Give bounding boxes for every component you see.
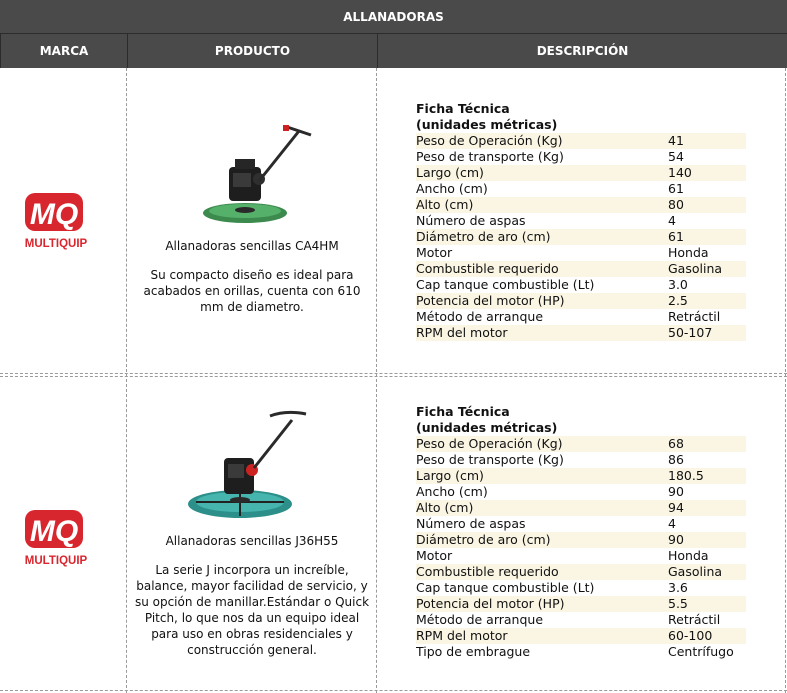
spec-row: Cap tanque combustible (Lt) 3.0 (416, 277, 688, 292)
svg-text:MQ: MQ (29, 198, 79, 231)
spec-row: Alto (cm) 80 (416, 197, 746, 213)
spec-row: Peso de Operación (Kg) 41 (416, 133, 746, 149)
power-trowel-image (187, 123, 317, 231)
spec-row: RPM del motor 60-100 (416, 628, 746, 644)
spec-row: Peso de Operación (Kg) 68 (416, 436, 746, 452)
spec-row: Potencia del motor (HP) 5.5 (416, 596, 746, 612)
spec-row: Peso de transporte (Kg) 86 (416, 452, 684, 467)
product-cell (128, 408, 376, 658)
spec-subtitle: (unidades métricas) (416, 420, 558, 435)
column-divider (126, 68, 127, 693)
svg-text:MULTIQUIP: MULTIQUIP (24, 238, 88, 250)
product-cell (128, 123, 376, 315)
spec-row: Tipo de embrague Centrífugo (416, 644, 734, 659)
spec-row: Motor Honda (416, 548, 709, 563)
multiquip-logo (23, 510, 89, 568)
header-description: DESCRIPCIÓN (377, 33, 787, 68)
spec-sheet (416, 404, 746, 660)
product-name: Allanadoras sencillas CA4HM (165, 239, 339, 253)
column-divider (785, 68, 786, 693)
row-divider (0, 690, 787, 691)
spec-row: Potencia del motor (HP) 2.5 (416, 293, 746, 309)
svg-text:MQ: MQ (29, 515, 79, 548)
row-divider (0, 373, 787, 374)
spec-row: Largo (cm) 180.5 (416, 468, 746, 484)
multiquip-logo (23, 193, 89, 251)
spec-row: RPM del motor 50-107 (416, 325, 746, 341)
spec-row: Cap tanque combustible (Lt) 3.6 (416, 580, 688, 595)
spec-row: Diámetro de aro (cm) 90 (416, 532, 746, 548)
spec-row: Combustible requerido Gasolina (416, 261, 746, 277)
header-product: PRODUCTO (127, 33, 377, 68)
svg-text:MULTIQUIP: MULTIQUIP (24, 555, 88, 567)
power-trowel-image (182, 408, 322, 526)
spec-row: Combustible requerido Gasolina (416, 564, 746, 580)
spec-row: Método de arranque Retráctil (416, 309, 721, 324)
spec-row: Alto (cm) 94 (416, 500, 746, 516)
product-description: Su compacto diseño es ideal para acabados en orillas, cuenta con 610 mm de diametro. (143, 268, 361, 314)
spec-row: Peso de transporte (Kg) 54 (416, 149, 684, 164)
spec-sheet (416, 101, 746, 341)
spec-row: Método de arranque Retráctil (416, 612, 721, 627)
table-title: ALLANADORAS (0, 0, 787, 33)
product-name: Allanadoras sencillas J36H55 (165, 534, 339, 548)
spec-row: Ancho (cm) 61 (416, 181, 684, 196)
spec-title: Ficha Técnica (416, 101, 510, 116)
row-divider (0, 376, 787, 377)
spec-row: Largo (cm) 140 (416, 165, 746, 181)
table-header-row (0, 33, 787, 68)
spec-row: Motor Honda (416, 245, 709, 260)
header-brand: MARCA (0, 33, 127, 68)
spec-title: Ficha Técnica (416, 404, 510, 419)
column-divider (376, 68, 377, 693)
spec-row: Diámetro de aro (cm) 61 (416, 229, 746, 245)
spec-row: Ancho (cm) 90 (416, 484, 684, 499)
product-description: La serie J incorpora un increíble, balance, mayor facilidad de servicio, y su opción de manillar.Estándar o Quick Pitch, lo que nos da un equipo ideal para uso en obras residenciales y construcción general. (134, 563, 370, 657)
spec-row: Número de aspas 4 (416, 516, 676, 531)
spec-row: Número de aspas 4 (416, 213, 676, 228)
spec-subtitle: (unidades métricas) (416, 117, 558, 132)
